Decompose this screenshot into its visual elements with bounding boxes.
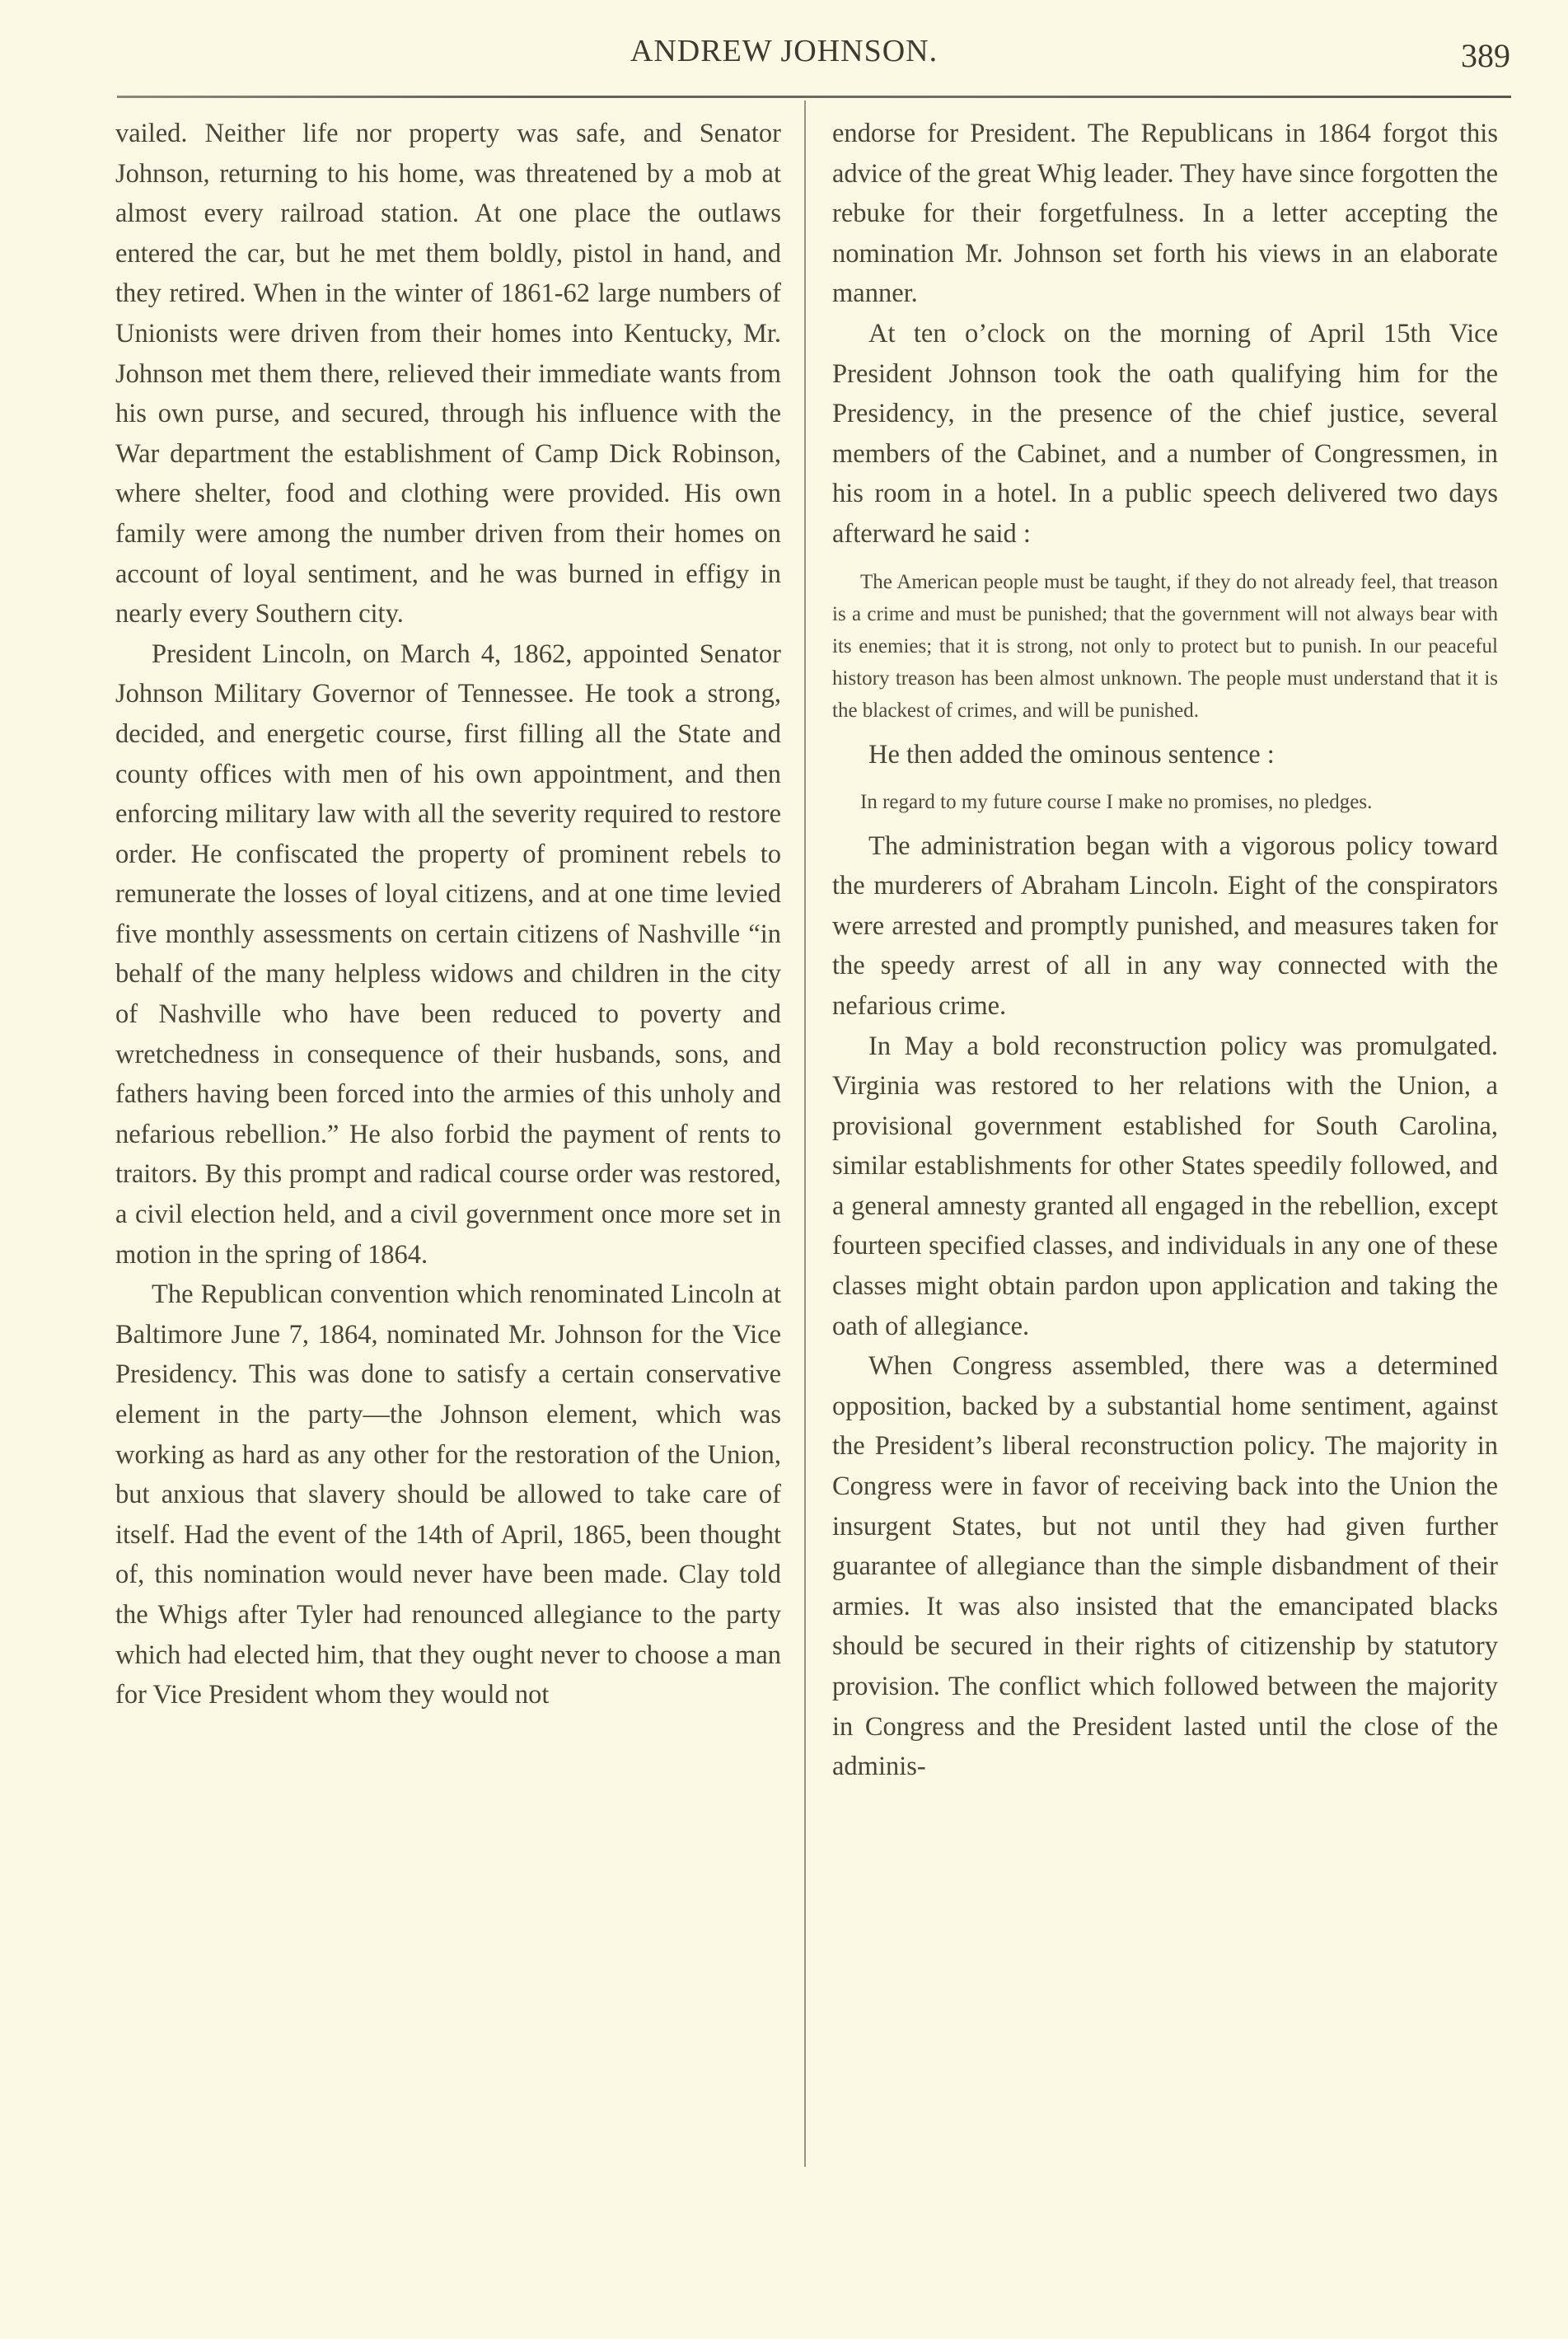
block-quote-treason: The American people must be taught, if they do not already feel, that treason is a crime and must be punished; that the government will not always bear with its enemies; that it is strong, not only to protect but to punish. In our peaceful history treason has been almost unknown. The people must understand that it is the blackest of crimes, and will be punished. [832, 570, 1498, 722]
right-column [832, 114, 1498, 1787]
running-head [0, 33, 1568, 82]
paragraph-oath: At ten o’clock on the morning of April 15th Vice President Johnson took the oath qualifying him for the Presidency, in the presence of the chief justice, several members of the Cabinet, and a number of Congressmen, in his room in a hotel. In a public speech delivered two days afterward he said : [832, 318, 1498, 549]
paragraph-convention: The Republican convention which renominated Lincoln at Baltimore June 7, 1864, nominated Mr. Johnson for the Vice Presidency. This was done to satisfy a certain conservative element in the party—the Johnson element, which was working as hard as any other for the restoration of the Union, but anxious that slavery should be allowed to take care of itself. Had the event of the 14th of April, 1865, been thought of, this nomination would never have been made. Clay told the Whigs after Tyler had renounced allegiance to the party which had elected him, that they ought never to choose a man for Vice President whom they would not [115, 1279, 781, 1710]
paragraph-congress: When Congress assembled, there was a determined opposition, backed by a substantial home sentiment, against the President’s liberal reconstruction policy. The majority in Congress were in favor of receiving back into the Union the insurgent States, but not until they had given further guarantee of allegiance than the simple disbandment of their armies. It was also insisted that the emancipated blacks should be secured in their rights of citizenship by statutory provision. The conflict which followed between the majority in Congress and the President lasted until the close of the adminis- [832, 1351, 1498, 1782]
paragraph-military-governor: President Lincoln, on March 4, 1862, appointed Senator Johnson Military Governor of Tennessee. He took a strong, decided, and energetic course, first filling all the State and county offices with men of his own appointment, and then enforcing military law with all the severity required to restore order. He confiscated the property of prominent rebels to remunerate the losses of loyal citizens, and at one time levied five monthly assessments on certain citizens of Nashville “in behalf of the many helpless widows and children in the city of Nashville who have been reduced to poverty and wretchedness in consequence of their husbands, sons, and fathers having been forced into the armies of this unholy and nefarious rebellion.” He also forbid the payment of rents to traitors. By this prompt and radical course order was restored, a civil election held, and a civil government once more set in motion in the spring of 1864. [115, 639, 781, 1270]
left-column [115, 114, 781, 1715]
column-divider [804, 101, 806, 2167]
lead-in-sentence: He then added the ominous sentence : [868, 739, 1275, 770]
block-quote-pledges: In regard to my future course I make no promises, no pledges. [860, 790, 1373, 813]
paragraph-reconstruction: In May a bold reconstruction policy was promulgated. Virginia was restored to her relations with the Union, a provisional government established for South Carolina, similar establishments for other States speedily followed, and a general amnesty granted all engaged in the rebellion, except fourteen specified classes, and individuals in any one of these classes might obtain pardon upon application and taking the oath of allegiance. [832, 1031, 1498, 1341]
header-rule [117, 96, 1511, 98]
paragraph-endorse: endorse for President. The Republicans in 1864 forgot this advice of the great Whig leader. They have since forgotten the rebuke for their forgetfulness. In a letter accepting the nomination Mr. Johnson set forth his views in an elaborate manner. [832, 119, 1498, 309]
page-number: 389 [1461, 37, 1510, 74]
paragraph-administration: The administration began with a vigorous policy toward the murderers of Abraham Lincoln. Eight of the conspirators were arrested and promptly punished, and measures taken for the speedy arrest of all in any way connected with the nefarious crime. [832, 830, 1498, 1021]
paragraph-continued: vailed. Neither life nor property was safe, and Senator Johnson, returning to his home, was threatened by a mob at almost every railroad station. At one place the outlaws entered the car, but he met them boldly, pistol in hand, and they retired. When in the winter of 1861-62 large numbers of Unionists were driven from their homes into Kentucky, Mr. Johnson met them there, relieved their immediate wants from his own purse, and secured, through his influence with the War department the establishment of Camp Dick Robinson, where shelter, food and clothing were provided. His own family were among the number driven from their homes on account of loyal sentiment, and he was burned in effigy in nearly every Southern city. [115, 119, 781, 629]
page-title: ANDREW JOHNSON. [630, 34, 938, 68]
